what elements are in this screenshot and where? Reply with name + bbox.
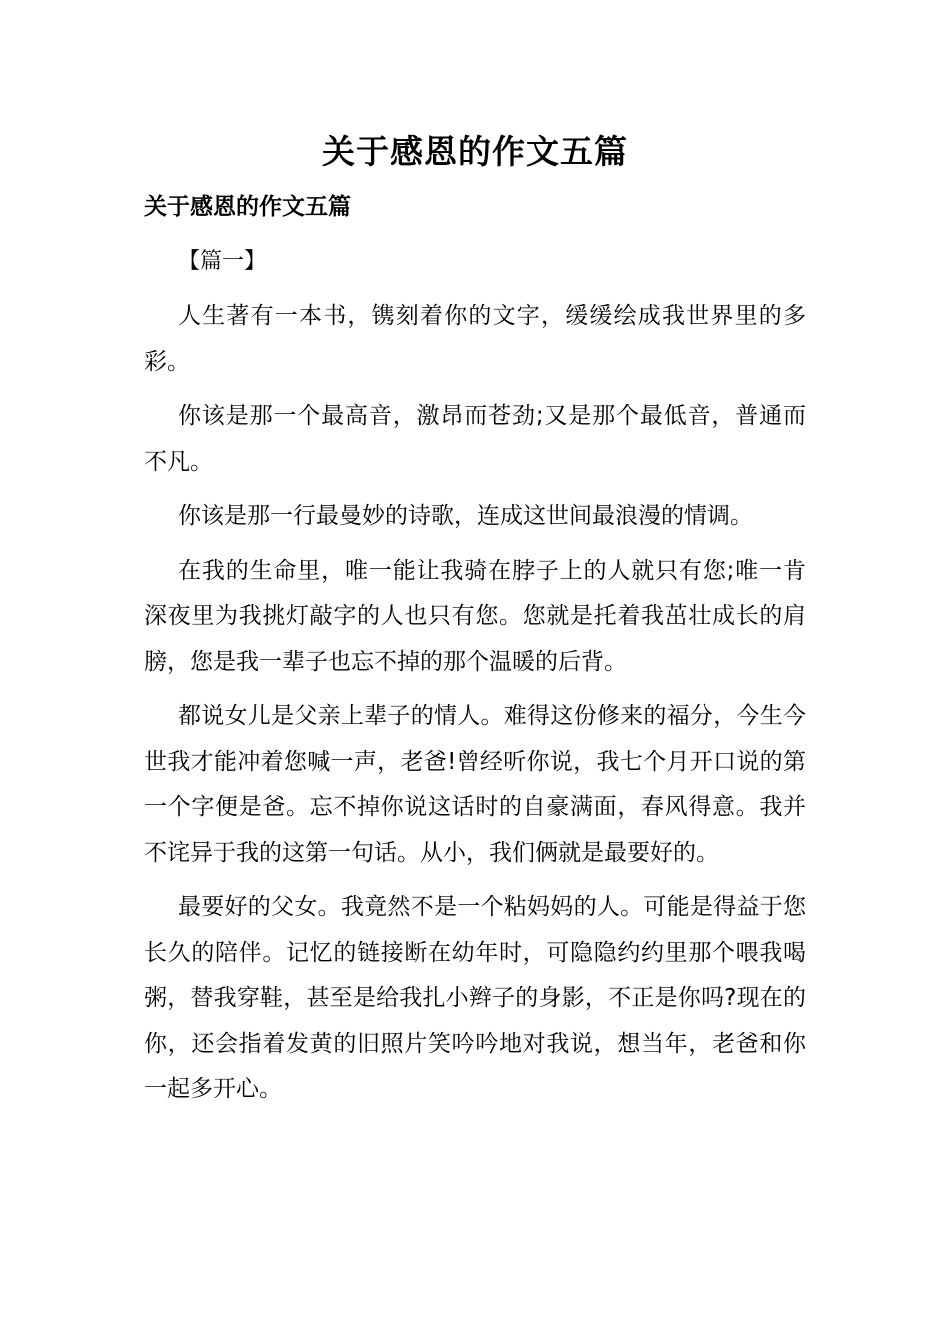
paragraph: 人生著有一本书，镌刻着你的文字，缓缓绘成我世界里的多彩。: [144, 303, 806, 375]
paragraph: 在我的生命里，唯一能让我骑在脖子上的人就只有您;唯一肯深夜里为我挑灯敲字的人也只有您。您就是托着我茁壮成长的肩膀，您是我一辈子也忘不掉的那个温暖的后背。: [144, 557, 806, 675]
paragraph: 最要好的父女。我竟然不是一个粘妈妈的人。可能是得益于您长久的陪伴。记忆的链接断在幼年时，可隐隐约约里那个喂我喝粥，替我穿鞋，甚至是给我扎小辫子的身影，不正是你吗?现在的你，还会指着发黄的旧照片笑吟吟地对我说，想当年，老爸和你一起多开心。: [144, 894, 806, 1102]
paragraph: 你该是那一个最高音，激昂而苍劲;又是那个最低音，普通而不凡。: [144, 403, 806, 475]
paragraph: 都说女儿是父亲上辈子的情人。难得这份修来的福分，今生今世我才能冲着您喊一声，老爸!曾经听你说，我七个月开口说的第一个字便是爸。忘不掉你说这话时的自豪满面，春风得意。我并不诧异于我的这第一句话。从小，我们俩就是最要好的。: [144, 703, 806, 866]
page-title: 关于感恩的作文五篇: [322, 132, 628, 171]
section-label: 【篇一】: [178, 249, 267, 274]
document-subtitle: 关于感恩的作文五篇: [144, 194, 351, 220]
paragraph: 你该是那一行最曼妙的诗歌，连成这世间最浪漫的情调。: [178, 503, 753, 529]
document-body: [144, 294, 806, 1122]
